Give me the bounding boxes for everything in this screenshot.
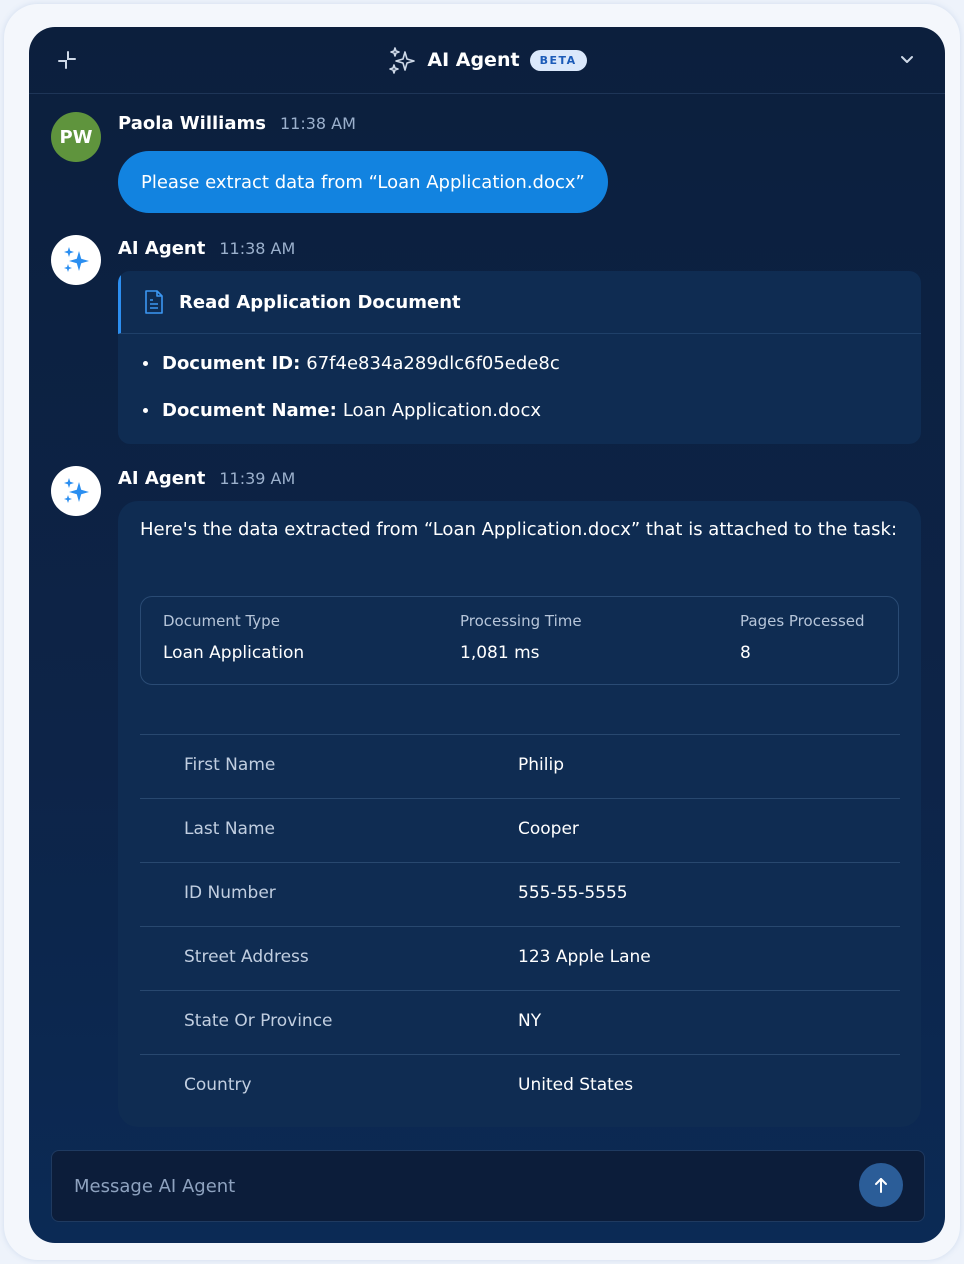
chevron-down-icon[interactable]: [899, 53, 915, 65]
document-id-item: [143, 353, 560, 374]
ai-agent-avatar: [51, 235, 101, 285]
document-name-item: [143, 400, 541, 421]
table-row: [140, 734, 900, 798]
extracted-fields-table: [140, 734, 900, 1118]
field-value: NY: [518, 1011, 542, 1031]
summary-document-type: [163, 612, 304, 663]
header-title: AI Agent: [427, 49, 520, 71]
field-value: 555-55-5555: [518, 883, 628, 903]
document-id-value: 67f4e834a289dlc6f05ede8c: [306, 353, 560, 374]
summary-label: Processing Time: [460, 612, 582, 630]
field-label: Last Name: [184, 819, 275, 839]
field-label: Street Address: [184, 947, 309, 967]
field-label: ID Number: [184, 883, 276, 903]
table-row: [140, 1054, 900, 1118]
user-name: Paola Williams: [118, 113, 266, 134]
bullet: [143, 408, 148, 413]
response-message-header: [118, 468, 295, 489]
agent-name: AI Agent: [118, 238, 206, 259]
summary-label: Document Type: [163, 612, 280, 630]
summary-value: Loan Application: [163, 643, 305, 663]
table-row: [140, 862, 900, 926]
chat-panel: [29, 27, 945, 1243]
response-bubble: [118, 501, 921, 1127]
arrow-up-icon: [873, 1176, 889, 1194]
send-button[interactable]: [859, 1163, 903, 1207]
field-value: Cooper: [518, 819, 579, 839]
field-value: Philip: [518, 755, 564, 775]
sparkle-icon: [387, 45, 417, 75]
user-message-time: 11:38 AM: [279, 114, 356, 133]
sparkle-icon: [60, 244, 92, 276]
user-avatar: PW: [51, 112, 101, 162]
summary-value: 1,081 ms: [460, 643, 540, 663]
agent-name: AI Agent: [118, 468, 206, 489]
sparkle-icon: [60, 475, 92, 507]
header-title-group: [29, 27, 945, 93]
tool-message-time: 11:38 AM: [219, 239, 296, 258]
table-row: [140, 926, 900, 990]
tool-call-title: Read Application Document: [179, 291, 461, 313]
field-label: Country: [184, 1075, 252, 1095]
ai-agent-avatar: [51, 466, 101, 516]
beta-badge: BETA: [530, 50, 587, 71]
document-name-label: Document Name:: [162, 400, 337, 421]
message-composer: [51, 1150, 925, 1222]
tool-call-card[interactable]: [118, 271, 921, 444]
summary-pages-processed: [740, 612, 865, 663]
summary-label: Pages Processed: [740, 612, 865, 630]
user-message-bubble: Please extract data from “Loan Application.docx”: [118, 151, 608, 213]
table-row: [140, 798, 900, 862]
app-frame: [4, 4, 960, 1260]
field-label: State Or Province: [184, 1011, 333, 1031]
document-name-value: Loan Application.docx: [342, 400, 541, 421]
document-icon: [143, 289, 165, 315]
extraction-summary: [140, 596, 899, 685]
field-value: 123 Apple Lane: [518, 947, 651, 967]
field-label: First Name: [184, 755, 276, 775]
field-value: United States: [518, 1075, 634, 1095]
bullet: [143, 361, 148, 366]
tool-message-header: [118, 238, 295, 259]
summary-value: 8: [740, 643, 751, 663]
summary-processing-time: [460, 612, 582, 663]
table-row: [140, 990, 900, 1054]
response-message-time: 11:39 AM: [219, 469, 296, 488]
chat-header: [29, 27, 945, 94]
response-intro-text: Here's the data extracted from “Loan Application.docx” that is attached to the task:: [140, 519, 898, 540]
document-id-label: Document ID:: [162, 353, 301, 374]
user-message-header: [118, 113, 356, 134]
tool-call-header[interactable]: [118, 271, 921, 334]
message-input[interactable]: [72, 1169, 836, 1203]
